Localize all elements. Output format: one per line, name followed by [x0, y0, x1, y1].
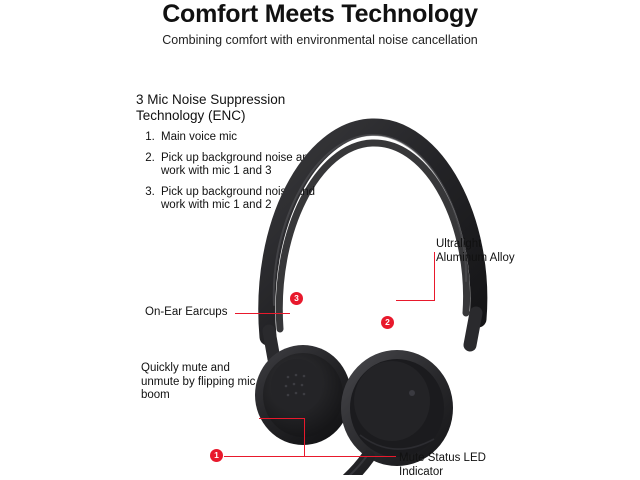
enc-title: 3 Mic Noise Suppression Technology (ENC) — [136, 92, 286, 123]
marker-1: 1 — [210, 449, 223, 462]
marker-2: 2 — [381, 316, 394, 329]
page-title: Comfort Meets Technology — [162, 0, 478, 28]
leader-line-mute-boom-vertical — [304, 418, 305, 456]
leader-line-ultralight — [396, 300, 434, 301]
marker-3: 3 — [290, 292, 303, 305]
callout-on-ear: On-Ear Earcups — [145, 306, 228, 318]
page-subtitle: Combining comfort with environmental noise cancellation — [162, 33, 478, 47]
headset-illustration — [240, 105, 500, 475]
list-item: 2. Pick up background noise and work with mic 1 and 3 — [158, 152, 326, 179]
list-item: 3. Pick up background noise and work with mic 1 and 2 — [158, 186, 326, 213]
callout-led: Mute Status LED Indicator — [399, 452, 486, 478]
callout-ultralight: Ultralight Aluminum Alloy — [436, 238, 515, 264]
callout-mute-boom: Quickly mute and unmute by flipping mic boom — [141, 362, 256, 402]
leader-line-led — [224, 456, 396, 457]
leader-line-mute-boom — [259, 418, 304, 419]
leader-line-ultralight-vertical — [434, 252, 435, 301]
leader-line-on-ear — [235, 313, 290, 314]
list-item: 1. Main voice mic — [158, 131, 326, 145]
